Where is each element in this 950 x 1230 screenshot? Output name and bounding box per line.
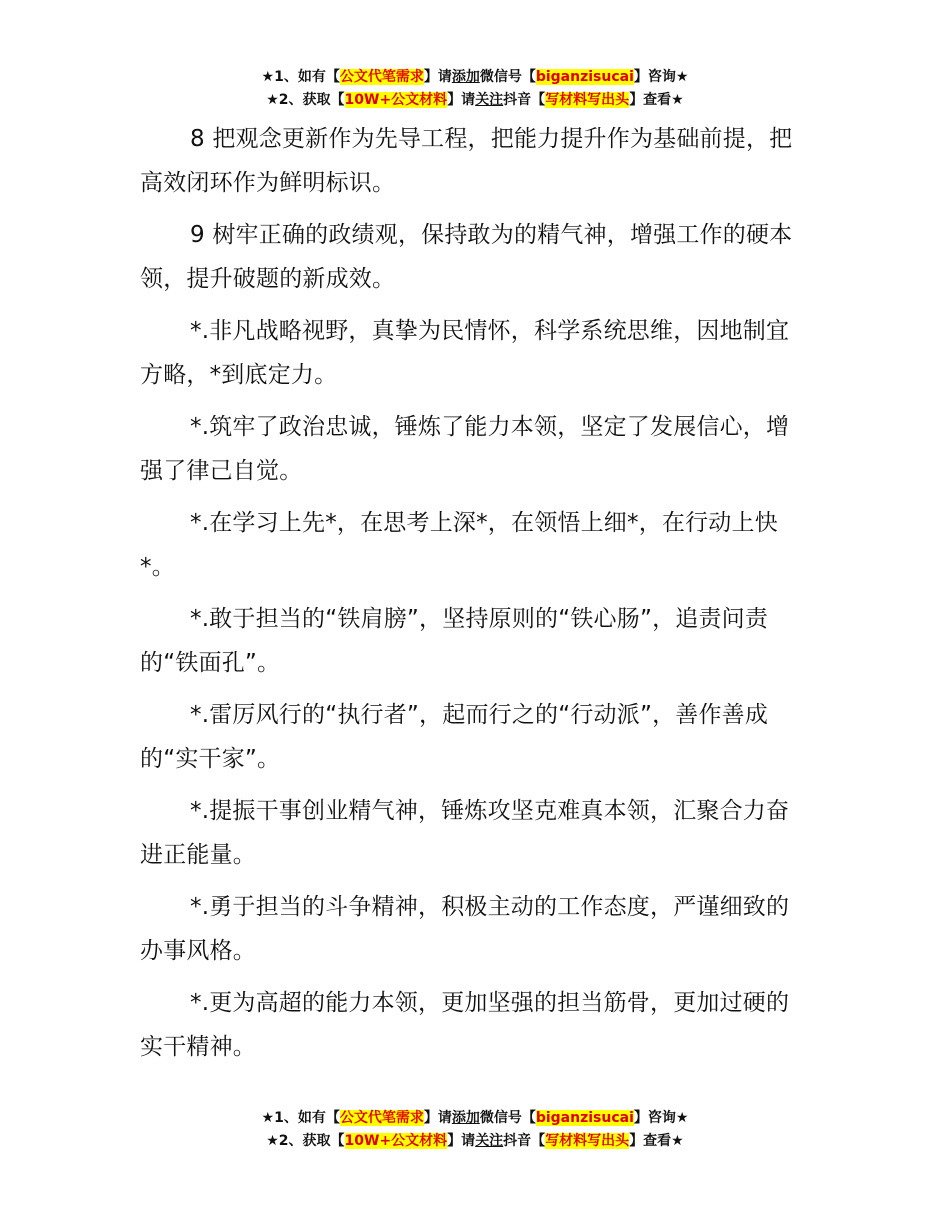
- header-line-2-mid2: 抖音【: [503, 92, 546, 108]
- header-line-2-highlight-douyin: 写材料写出头: [545, 92, 630, 108]
- header-line-1-mid2: 微信号【: [479, 69, 536, 85]
- header-line-1-prefix: ★1、如有【: [261, 69, 340, 85]
- header-line-1-suffix: 】咨询★: [633, 69, 689, 85]
- paragraph: *.非凡战略视野，真挚为民情怀，科学系统思维，因地制宜方略，*到底定力。: [140, 318, 790, 388]
- paragraph: 8 把观念更新作为先导工程，把能力提升作为基础前提，把高效闭环作为鲜明标识。: [140, 126, 793, 196]
- footer-line-2-prefix: ★2、获取【: [266, 1133, 345, 1149]
- footer-line-2-highlight-douyin: 写材料写出头: [545, 1133, 630, 1149]
- footer-line-1-underlined: 添加: [451, 1110, 480, 1126]
- footer-line-1-highlight-wechat: biganzisucai: [535, 1110, 634, 1126]
- header-line-1-mid1: 】请: [423, 69, 452, 85]
- header-line-2-suffix: 】查看★: [629, 92, 684, 108]
- footer-line-1: [0, 1107, 950, 1130]
- paragraph: *.筑牢了政治忠诚，锤炼了能力本领，坚定了发展信心，增强了律己自觉。: [140, 414, 790, 484]
- header-line-2: [0, 89, 950, 112]
- paragraph: *.在学习上先*，在思考上深*，在领悟上细*，在行动上快*。: [140, 510, 778, 580]
- header-line-1: [0, 66, 950, 89]
- header-line-2-highlight-materials: 10W+公文材料: [344, 92, 448, 108]
- footer-line-2: [0, 1130, 950, 1153]
- header-line-1-highlight-service: 公文代笔需求: [339, 69, 424, 85]
- footer-banner: [0, 1107, 950, 1153]
- header-banner: [0, 66, 950, 112]
- header-line-2-prefix: ★2、获取【: [266, 92, 345, 108]
- header-line-2-mid1: 】请: [447, 92, 476, 108]
- header-line-1-underlined: 添加: [451, 69, 480, 85]
- footer-line-2-highlight-materials: 10W+公文材料: [344, 1133, 448, 1149]
- paragraph: *.雷厉风行的“执行者”，起而行之的“行动派”，善作善成的“实干家”。: [140, 702, 769, 772]
- footer-line-1-highlight-service: 公文代笔需求: [339, 1110, 424, 1126]
- paragraph: *.更为高超的能力本领，更加坚强的担当筋骨，更加过硬的实干精神。: [140, 990, 790, 1060]
- footer-line-1-suffix: 】咨询★: [633, 1110, 689, 1126]
- footer-line-2-suffix: 】查看★: [629, 1133, 684, 1149]
- document-body: [140, 117, 812, 1077]
- paragraph: *.勇于担当的斗争精神，积极主动的工作态度，严谨细致的办事风格。: [140, 894, 790, 964]
- paragraph: *.敢于担当的“铁肩膀”，坚持原则的“铁心肠”，追责问责的“铁面孔”。: [140, 606, 769, 676]
- footer-line-2-mid2: 抖音【: [503, 1133, 546, 1149]
- footer-line-2-underlined: 关注: [475, 1133, 504, 1149]
- footer-line-1-mid2: 微信号【: [479, 1110, 536, 1126]
- paragraph: 9 树牢正确的政绩观，保持敢为的精气神，增强工作的硬本领，提升破题的新成效。: [140, 222, 793, 292]
- footer-line-1-prefix: ★1、如有【: [261, 1110, 340, 1126]
- header-line-2-underlined: 关注: [475, 92, 504, 108]
- paragraph: *.提振干事创业精气神，锤炼攻坚克难真本领，汇聚合力奋进正能量。: [140, 798, 790, 868]
- footer-line-1-mid1: 】请: [423, 1110, 452, 1126]
- footer-line-2-mid1: 】请: [447, 1133, 476, 1149]
- header-line-1-highlight-wechat: biganzisucai: [535, 69, 634, 85]
